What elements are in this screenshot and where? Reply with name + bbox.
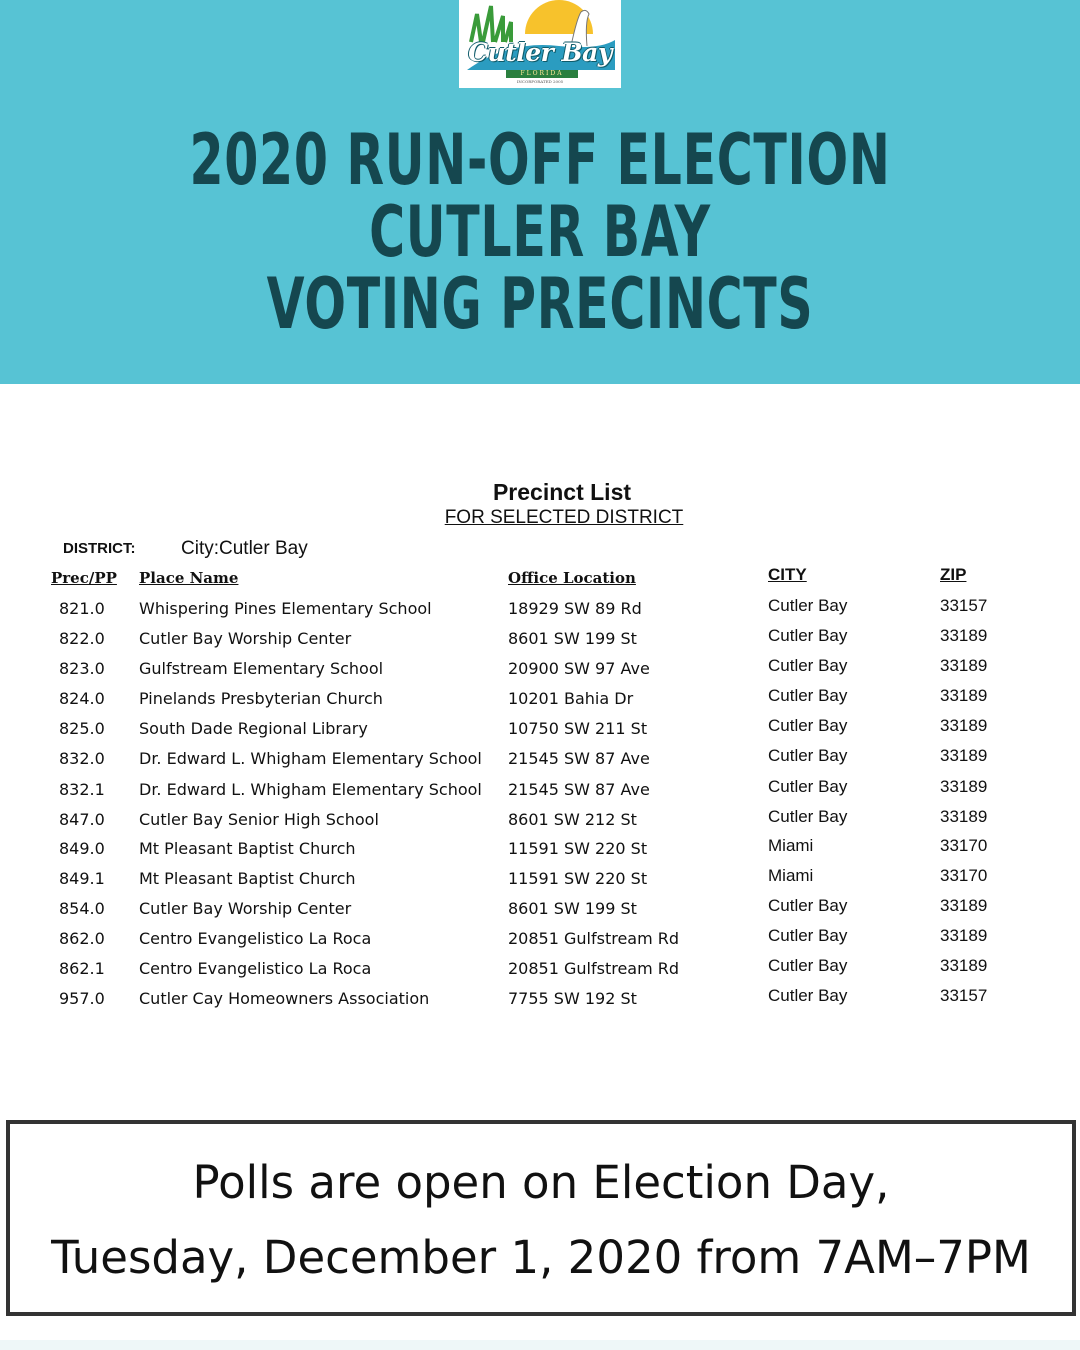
cell-zip: 33189 — [940, 626, 988, 645]
title-line-3: VOTING PRECINCTS — [266, 263, 814, 345]
cell-office-location: 21545 SW 87 Ave — [508, 749, 650, 768]
cutler-bay-logo — [459, 0, 621, 88]
cell-zip: 33189 — [940, 686, 988, 705]
cell-city: Miami — [768, 866, 814, 885]
logo-subtitle: FLORIDA — [506, 70, 578, 78]
cell-place-name: Cutler Cay Homeowners Association — [139, 989, 430, 1008]
cell-zip: 33189 — [940, 956, 988, 975]
cell-prec: 824.0 — [59, 689, 105, 708]
cell-place-name: South Dade Regional Library — [139, 719, 368, 738]
cell-prec: 832.0 — [59, 749, 105, 768]
cell-office-location: 20851 Gulfstream Rd — [508, 959, 680, 978]
table-row — [0, 986, 1080, 1019]
cell-zip: 33170 — [940, 836, 988, 855]
cell-office-location: 20851 Gulfstream Rd — [508, 929, 680, 948]
cell-place-name: Centro Evangelistico La Roca — [139, 959, 372, 978]
column-header-place-name: Place Name — [139, 569, 239, 587]
bottom-strip — [0, 1340, 1080, 1350]
cell-office-location: 20900 SW 97 Ave — [508, 659, 650, 678]
table-row — [0, 926, 1080, 959]
cell-prec: 825.0 — [59, 719, 105, 738]
cell-place-name: Cutler Bay Worship Center — [139, 899, 352, 918]
cell-city: Cutler Bay — [768, 986, 848, 1005]
table-row — [0, 626, 1080, 659]
cell-zip: 33189 — [940, 656, 988, 675]
cell-place-name: Dr. Edward L. Whigham Elementary School — [139, 780, 482, 799]
cell-prec: 849.0 — [59, 839, 105, 858]
cell-prec: 823.0 — [59, 659, 105, 678]
cell-city: Cutler Bay — [768, 926, 848, 945]
cell-office-location: 10750 SW 211 St — [508, 719, 648, 738]
table-row — [0, 896, 1080, 929]
logo-incorporated: INCORPORATED 2005 — [516, 79, 564, 84]
cell-zip: 33189 — [940, 807, 988, 826]
table-row — [0, 836, 1080, 869]
cell-office-location: 11591 SW 220 St — [508, 839, 648, 858]
table-row — [0, 956, 1080, 989]
polls-notice-box — [6, 1120, 1076, 1316]
cell-office-location: 10201 Bahia Dr — [508, 689, 634, 708]
cell-city: Cutler Bay — [768, 777, 848, 796]
cell-place-name: Cutler Bay Worship Center — [139, 629, 352, 648]
cell-place-name: Mt Pleasant Baptist Church — [139, 839, 356, 858]
cell-city: Cutler Bay — [768, 626, 848, 645]
table-row — [0, 777, 1080, 810]
cell-city: Cutler Bay — [768, 596, 848, 615]
polls-line-1: Polls are open on Election Day, — [192, 1156, 890, 1209]
cell-office-location: 7755 SW 192 St — [508, 989, 637, 1008]
cell-prec: 832.1 — [59, 780, 105, 799]
district-label: DISTRICT: — [63, 540, 136, 557]
cell-prec: 821.0 — [59, 599, 105, 618]
cell-zip: 33189 — [940, 746, 988, 765]
cell-city: Cutler Bay — [768, 716, 848, 735]
table-row — [0, 656, 1080, 689]
cell-city: Miami — [768, 836, 814, 855]
cell-zip: 33189 — [940, 926, 988, 945]
cell-place-name: Centro Evangelistico La Roca — [139, 929, 372, 948]
table-row — [0, 596, 1080, 629]
table-row — [0, 746, 1080, 779]
cell-prec: 854.0 — [59, 899, 105, 918]
cell-zip: 33157 — [940, 596, 988, 615]
cell-office-location: 8601 SW 212 St — [508, 810, 637, 829]
column-header-zip: ZIP — [940, 565, 967, 584]
polls-line-2: Tuesday, December 1, 2020 from 7AM–7PM — [51, 1231, 1031, 1284]
cell-office-location: 8601 SW 199 St — [508, 629, 637, 648]
cell-prec: 849.1 — [59, 869, 105, 888]
table-row — [0, 866, 1080, 899]
precinct-list-title: Precinct List — [492, 479, 632, 505]
title-line-2: CUTLER BAY — [369, 191, 711, 273]
cell-office-location: 18929 SW 89 Rd — [508, 599, 642, 618]
table-row — [0, 686, 1080, 719]
cell-place-name: Pinelands Presbyterian Church — [139, 689, 383, 708]
cell-city: Cutler Bay — [768, 746, 848, 765]
cell-place-name: Whispering Pines Elementary School — [139, 599, 432, 618]
cell-city: Cutler Bay — [768, 656, 848, 675]
cell-zip: 33189 — [940, 896, 988, 915]
cell-place-name: Mt Pleasant Baptist Church — [139, 869, 356, 888]
cell-city: Cutler Bay — [768, 686, 848, 705]
cell-place-name: Gulfstream Elementary School — [139, 659, 384, 678]
header-banner — [0, 0, 1080, 384]
cell-prec: 862.0 — [59, 929, 105, 948]
district-value: City:Cutler Bay — [181, 538, 308, 559]
cell-city: Cutler Bay — [768, 896, 848, 915]
column-header-city: CITY — [768, 565, 807, 584]
cell-office-location: 8601 SW 199 St — [508, 899, 637, 918]
cell-prec: 847.0 — [59, 810, 105, 829]
cell-prec: 862.1 — [59, 959, 105, 978]
logo-wordmark: Cutler Bay — [468, 38, 612, 67]
cell-city: Cutler Bay — [768, 956, 848, 975]
precinct-list-subtitle: FOR SELECTED DISTRICT — [444, 507, 684, 528]
table-row — [0, 807, 1080, 840]
cell-office-location: 21545 SW 87 Ave — [508, 780, 650, 799]
column-header-prec: Prec/PP — [51, 569, 117, 587]
table-row — [0, 716, 1080, 749]
cell-zip: 33189 — [940, 716, 988, 735]
title-line-1: 2020 RUN-OFF ELECTION — [189, 119, 891, 201]
cell-place-name: Cutler Bay Senior High School — [139, 810, 379, 829]
cell-zip: 33157 — [940, 986, 988, 1005]
cell-city: Cutler Bay — [768, 807, 848, 826]
page-title — [0, 119, 1080, 345]
cell-office-location: 11591 SW 220 St — [508, 869, 648, 888]
column-header-office-location: Office Location — [508, 569, 636, 587]
cell-zip: 33170 — [940, 866, 988, 885]
cell-prec: 957.0 — [59, 989, 105, 1008]
cell-prec: 822.0 — [59, 629, 105, 648]
cell-place-name: Dr. Edward L. Whigham Elementary School — [139, 749, 482, 768]
cell-zip: 33189 — [940, 777, 988, 796]
